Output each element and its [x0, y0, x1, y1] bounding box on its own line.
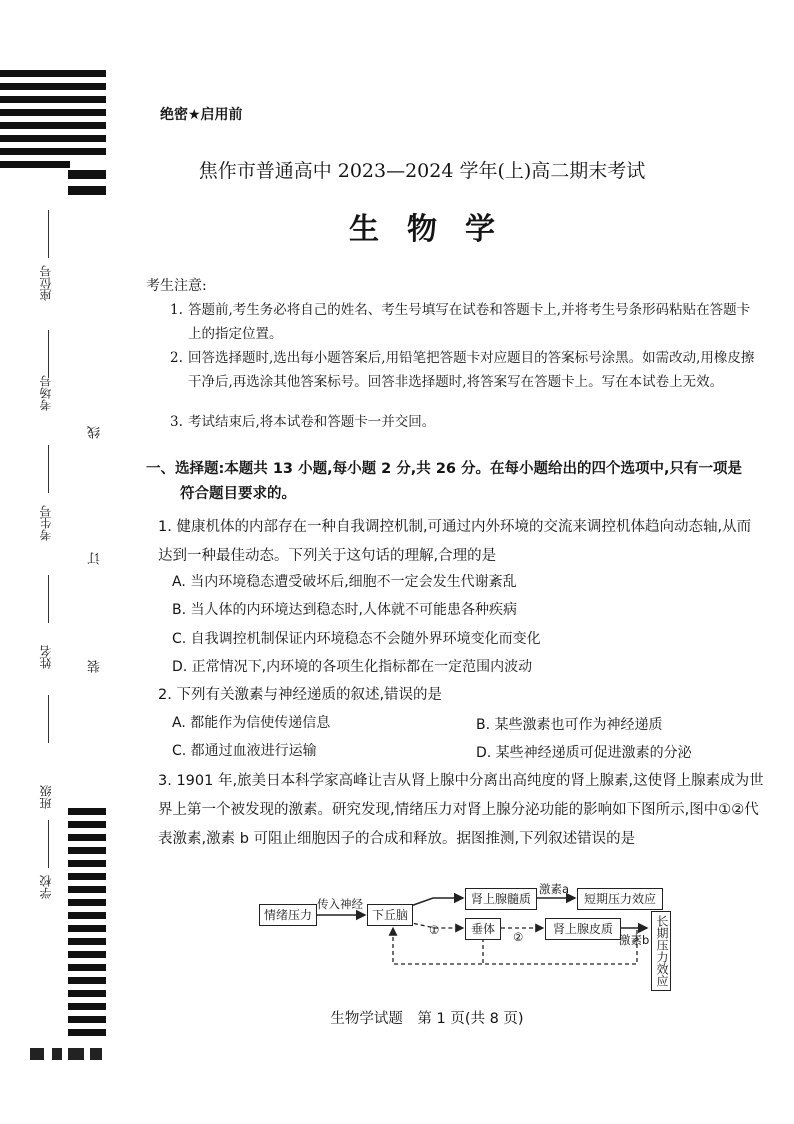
question-1-option-a: A. 当内环境稳态遭受破坏后,细胞不一定会发生代谢紊乱 — [172, 574, 517, 590]
question-2-option-b: B. 某些激素也可作为神经递质 — [476, 717, 663, 733]
long-term-effect-box: 长期压力效应 — [651, 911, 671, 991]
page-footer: 生物学试题 第 1 页(共 8 页) — [330, 1011, 524, 1027]
binding-char-xian: 线 — [88, 426, 103, 439]
circle-2-label: ② — [513, 930, 524, 944]
question-1-option-d: D. 正常情况下,内环境的各项生化指标都在一定范围内波动 — [172, 659, 533, 675]
adrenal-cortex-box: 肾上腺皮质 — [545, 918, 621, 940]
confidential-mark: 绝密★启用前 — [160, 107, 243, 123]
exam-title: 焦作市普通高中 2023—2024 学年(上)高二期末考试 — [198, 160, 646, 182]
question-1-option-c: C. 自我调控机制保证内环境稳态不会随外界环境变化而变化 — [172, 631, 541, 647]
stress-hormone-diagram — [255, 878, 675, 993]
question-1-option-b: B. 当人体的内环境达到稳态时,人体就不可能患各种疾病 — [172, 602, 517, 618]
circle-1-label: ① — [429, 923, 440, 937]
seat-number-label: 座位号 — [39, 265, 53, 301]
question-2-option-c: C. 都通过血液进行运输 — [172, 743, 317, 759]
adrenal-medulla-box: 肾上腺髓质 — [465, 888, 537, 910]
candidate-info-margin — [18, 200, 78, 900]
question-2-option-a: A. 都能作为信使传递信息 — [172, 715, 331, 731]
class-label: 班级 — [39, 785, 53, 809]
candidate-number-label: 考生号 — [39, 505, 53, 541]
short-term-effect-box: 短期压力效应 — [577, 888, 663, 910]
stress-box: 情绪压力 — [259, 904, 317, 926]
exam-room-label: 考场号 — [39, 375, 53, 411]
section-heading: 一、选择题:本题共 13 小题,每小题 2 分,共 26 分。在每小题给出的四个选项中,只有一项是 符合题目要求的。 — [146, 461, 743, 502]
afferent-nerve-label: 传入神经 — [317, 897, 363, 911]
question-2-stem: 2. 下列有关激素与神经递质的叙述,错误的是 — [158, 687, 443, 703]
notice-item: 3. 考试结束后,将本试卷和答题卡一并交回。 — [170, 414, 436, 430]
notice-item: 2. 回答选择题时,选出每小题答案后,用铅笔把答题卡对应题目的答案标号涂黑。如需改动,用橡皮擦干净后,再选涂其他答案标号。回答非选择题时,将答案写在答题卡上。写在本试卷上无效。 — [170, 350, 755, 390]
hormone-a-label: 激素a — [539, 882, 570, 896]
question-2-option-d: D. 某些神经递质可促进激素的分泌 — [476, 745, 692, 761]
school-label: 学校 — [39, 875, 53, 899]
binding-char-ding: 订 — [88, 552, 103, 565]
notice-heading: 考生注意: — [146, 278, 207, 294]
binding-char-zhuang: 装 — [88, 660, 103, 673]
subject-title: 生物学 — [349, 212, 523, 247]
question-3-stem: 3. 1901 年,旅美日本科学家高峰让吉从肾上腺中分离出高纯度的肾上腺素,这使肾上腺素成为世界上第一个被发现的激素。研究发现,情绪压力对肾上腺分泌功能的影响如下图所示,图中①②代表激素,激素 b 可阻止细胞因子的合成和释放。据图推测,下列叙述错误的是 — [158, 773, 764, 847]
hypothalamus-box: 下丘脑 — [367, 904, 413, 926]
question-1-stem: 1. 健康机体的内部存在一种自我调控机制,可通过内外环境的交流来调控机体趋向动态轴,从而达到一种最佳动态。下列关于这句话的理解,合理的是 — [158, 519, 752, 564]
pituitary-box: 垂体 — [465, 918, 501, 940]
notice-item: 1. 答题前,考生务必将自己的姓名、考生号填写在试卷和答题卡上,并将考生号条形码粘贴在答题卡上的指定位置。 — [170, 302, 751, 342]
hormone-b-label: 激素b — [619, 933, 650, 947]
scan-artifact — [30, 1048, 106, 1062]
name-label: 姓名 — [39, 645, 53, 669]
